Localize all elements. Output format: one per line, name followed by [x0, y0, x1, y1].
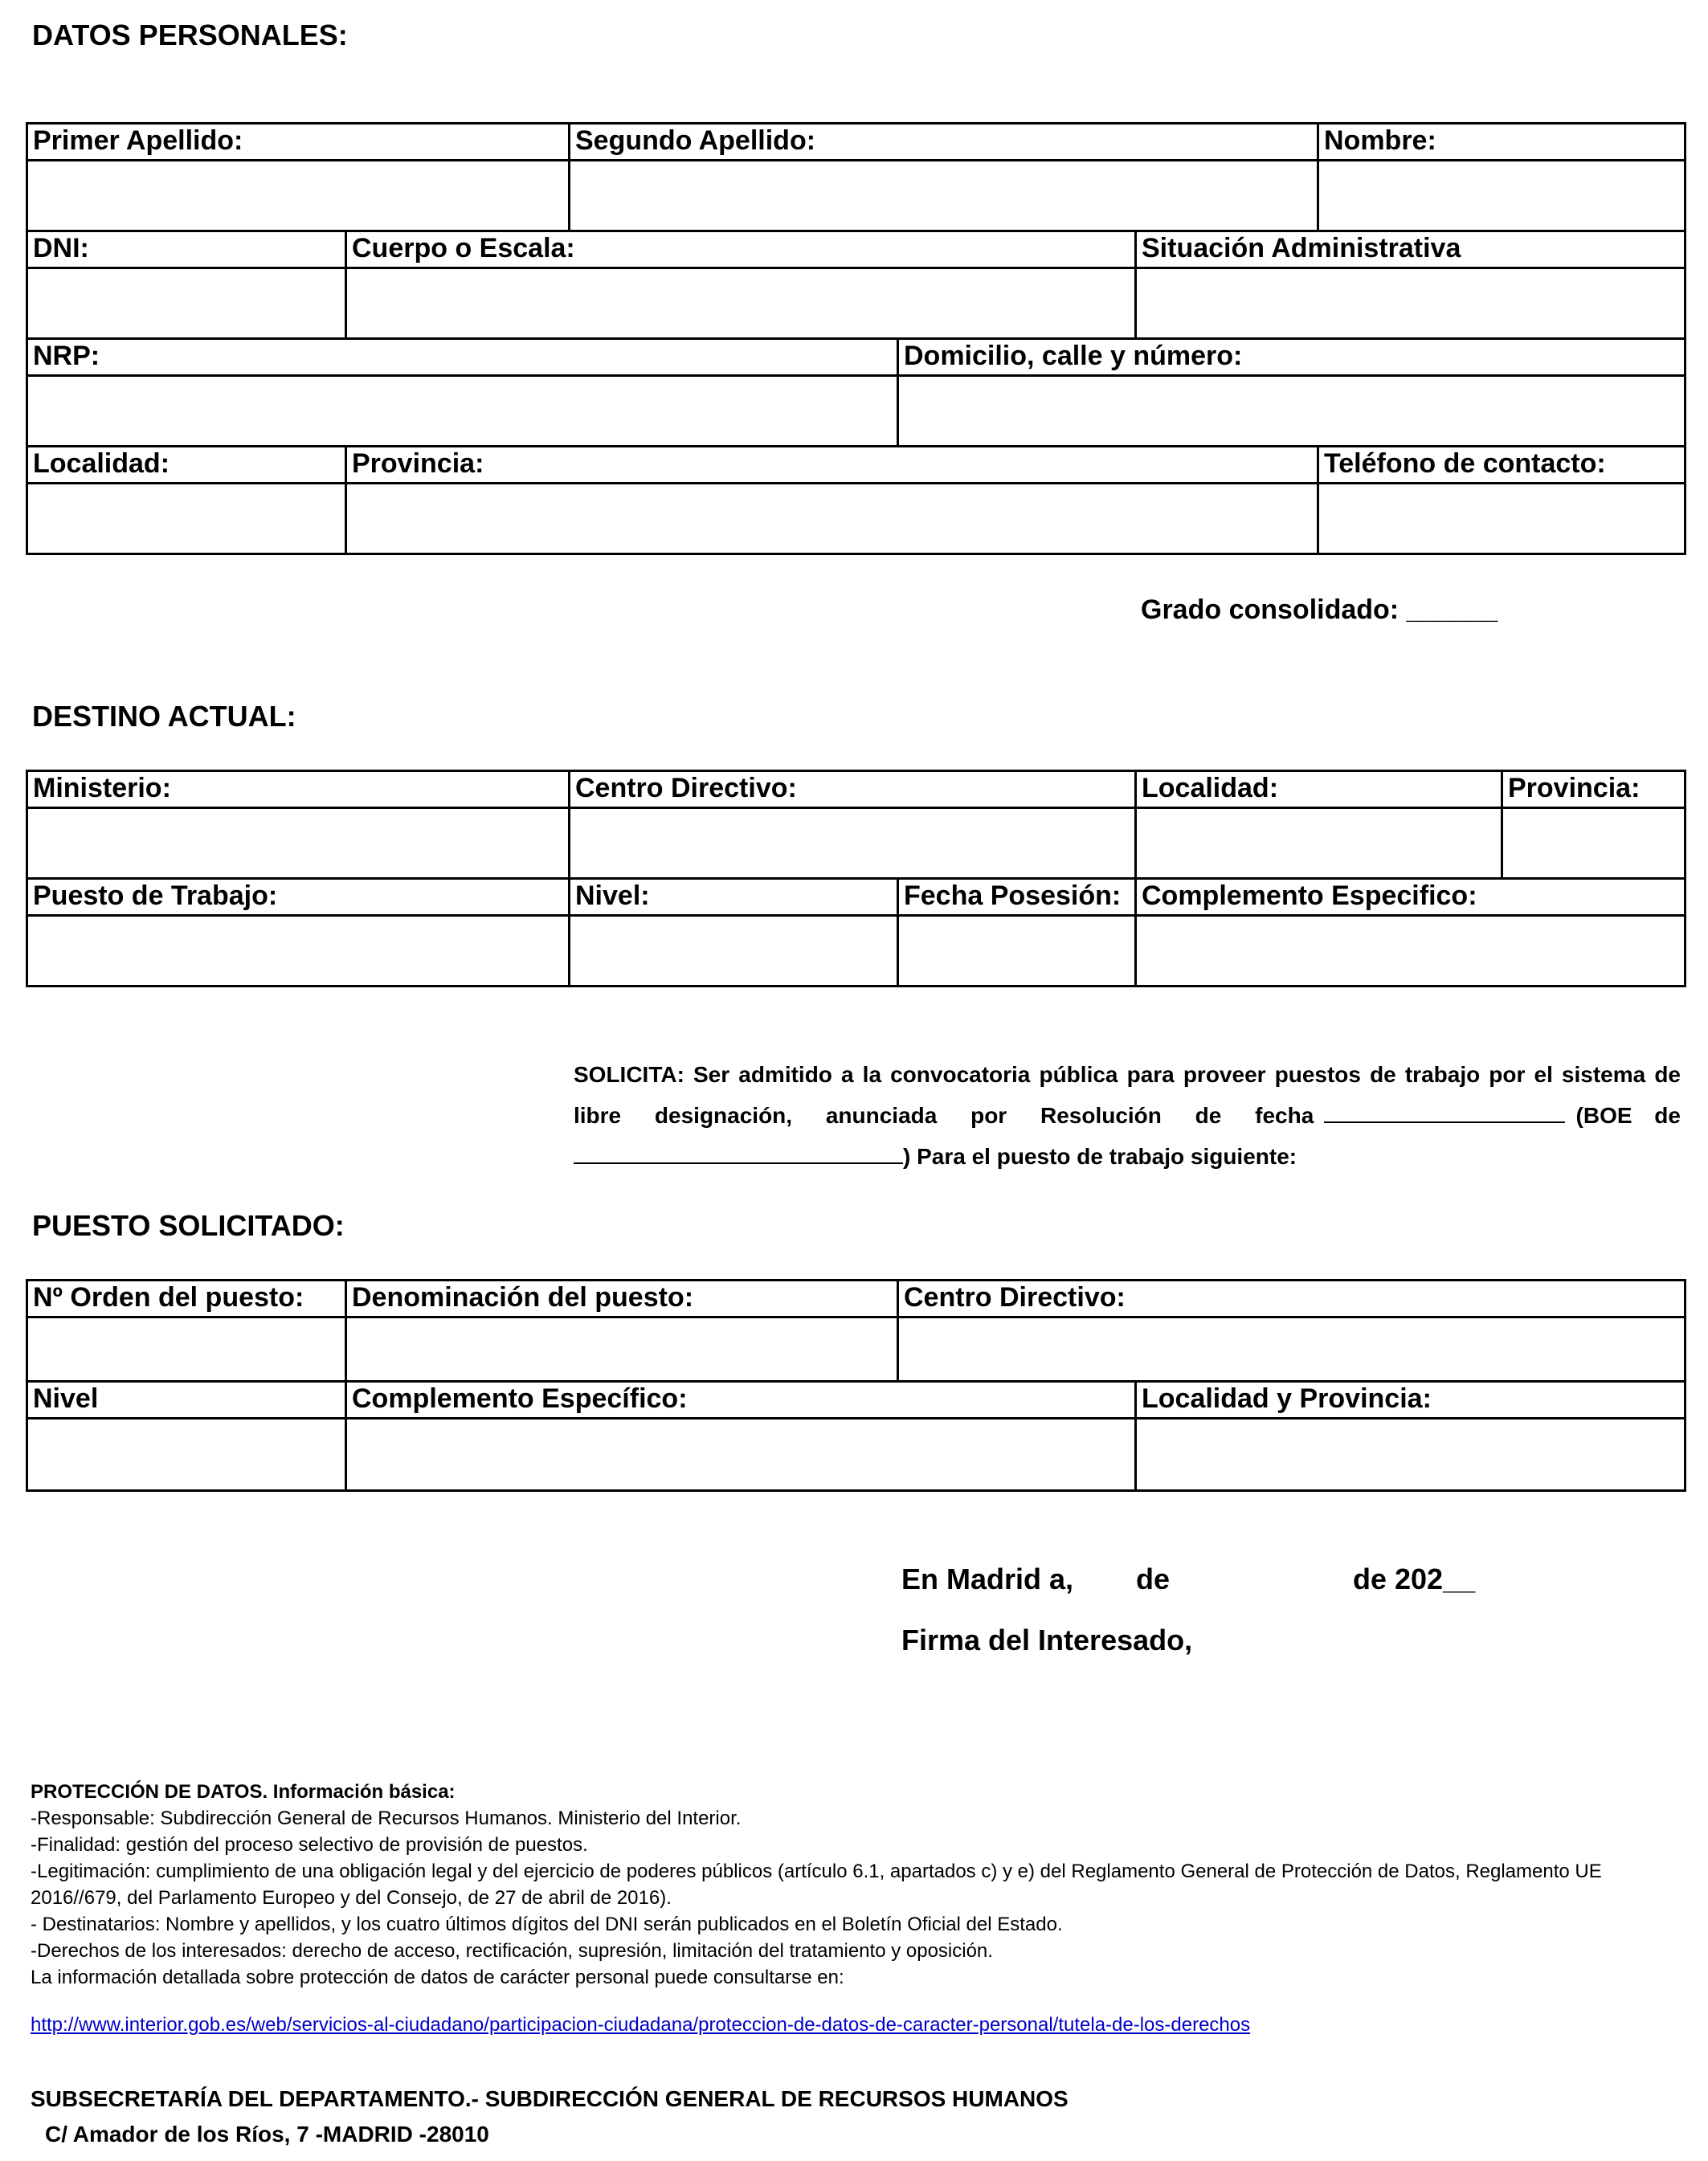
segundo-apellido-field[interactable] — [570, 161, 1319, 232]
localidad-label: Localidad: — [28, 447, 347, 484]
localidad-field[interactable] — [28, 484, 347, 555]
orden-puesto-label: Nº Orden del puesto: — [28, 1281, 347, 1318]
nivel-label: Nivel: — [570, 880, 899, 917]
nrp-field[interactable] — [28, 377, 899, 447]
puesto-localidad-field[interactable] — [1137, 1420, 1686, 1492]
destino-localidad-field[interactable] — [1137, 809, 1503, 880]
puesto-nivel-field[interactable] — [28, 1420, 347, 1492]
puesto-solicitado-heading: PUESTO SOLICITADO: — [32, 1209, 345, 1242]
proteccion-line: 2016//679, del Parlamento Europeo y del Consejo, de 27 de abril de 2016). — [31, 1887, 672, 1909]
puesto-nivel-label: Nivel — [28, 1383, 347, 1420]
destino-actual-heading: DESTINO ACTUAL: — [32, 700, 296, 733]
puesto-complemento-field[interactable] — [347, 1420, 1137, 1492]
primer-apellido-label: Primer Apellido: — [28, 125, 570, 161]
situacion-administrativa-field[interactable] — [1137, 269, 1686, 340]
ministerio-field[interactable] — [28, 809, 570, 880]
puesto-solicitado-table — [26, 1279, 1686, 1492]
dni-label: DNI: — [28, 232, 347, 269]
datos-personales-heading: DATOS PERSONALES: — [32, 18, 348, 51]
puesto-trabajo-field[interactable] — [28, 917, 570, 987]
domicilio-label: Domicilio, calle y número: — [899, 340, 1686, 377]
fecha-posesion-field[interactable] — [899, 917, 1137, 987]
proteccion-line: - Destinatarios: Nombre y apellidos, y los cuatro últimos dígitos del DNI serán publicados en el Boletín Oficial del Estado. — [31, 1914, 1063, 1935]
destino-provincia-field[interactable] — [1503, 809, 1686, 880]
proteccion-line: -Legitimación: cumplimiento de una obligación legal y del ejercicio de poderes públicos (artículo 6.1, apartados c) y e) del Reglamento General de Protección de Datos, Reglamento UE — [31, 1861, 1602, 1882]
primer-apellido-field[interactable] — [28, 161, 570, 232]
fecha-resolucion-blank[interactable] — [1324, 1097, 1565, 1123]
telefono-label: Teléfono de contacto: — [1319, 447, 1686, 484]
grado-consolidado: Grado consolidado: ______ — [1141, 594, 1498, 625]
situacion-administrativa-label: Situación Administrativa — [1137, 232, 1686, 269]
de-year-text: de 202__ — [1353, 1563, 1476, 1595]
footer-subsecretaria: SUBSECRETARÍA DEL DEPARTAMENTO.- SUBDIRECCIÓN GENERAL DE RECURSOS HUMANOS — [31, 2086, 1069, 2111]
proteccion-line: -Responsable: Subdirección General de Recursos Humanos. Ministerio del Interior. — [31, 1808, 742, 1829]
nrp-label: NRP: — [28, 340, 899, 377]
puesto-centro-directivo-label: Centro Directivo: — [899, 1281, 1686, 1318]
de-text-1: de — [1136, 1563, 1171, 1595]
boe-fecha-blank[interactable] — [574, 1138, 903, 1164]
nivel-field[interactable] — [570, 917, 899, 987]
dni-field[interactable] — [28, 269, 347, 340]
solicita-paragraph — [574, 1054, 1681, 1177]
footer-address: C/ Amador de los Ríos, 7 -MADRID -28010 — [45, 2122, 489, 2147]
proteccion-line: -Finalidad: gestión del proceso selectivo de provisión de puestos. — [31, 1834, 588, 1856]
destino-actual-table — [26, 770, 1686, 987]
cuerpo-escala-field[interactable] — [347, 269, 1137, 340]
segundo-apellido-label: Segundo Apellido: — [570, 125, 1319, 161]
proteccion-datos — [31, 1779, 1686, 1991]
provincia-label: Provincia: — [347, 447, 1319, 484]
puesto-trabajo-label: Puesto de Trabajo: — [28, 880, 570, 917]
en-madrid-text: En Madrid a, — [901, 1563, 1074, 1595]
telefono-field[interactable] — [1319, 484, 1686, 555]
orden-puesto-field[interactable] — [28, 1318, 347, 1383]
centro-directivo-label: Centro Directivo: — [570, 772, 1137, 809]
solicita-line-3 — [574, 1136, 1681, 1177]
centro-directivo-field[interactable] — [570, 809, 1137, 880]
solicita-line-1: SOLICITA: Ser admitido a la convocatoria pública para proveer puestos de trabajo por el sistema de — [574, 1062, 1681, 1087]
datos-personales-table — [26, 122, 1686, 555]
solicita-line-2 — [574, 1095, 1681, 1136]
complemento-especifico-field[interactable] — [1137, 917, 1686, 987]
proteccion-line: La información detallada sobre protección de datos de carácter personal puede consultarse en: — [31, 1967, 844, 1988]
denominacion-puesto-field[interactable] — [347, 1318, 899, 1383]
cuerpo-escala-label: Cuerpo o Escala: — [347, 232, 1137, 269]
destino-localidad-label: Localidad: — [1137, 772, 1503, 809]
puesto-centro-directivo-field[interactable] — [899, 1318, 1686, 1383]
proteccion-title: PROTECCIÓN DE DATOS. Información básica: — [31, 1781, 456, 1803]
proteccion-line: -Derechos de los interesados: derecho de acceso, rectificación, supresión, limitación del tratamiento y oposición. — [31, 1940, 993, 1962]
firma-interesado: Firma del Interesado, — [901, 1624, 1193, 1656]
nombre-label: Nombre: — [1319, 125, 1686, 161]
nombre-field[interactable] — [1319, 161, 1686, 232]
puesto-complemento-label: Complemento Específico: — [347, 1383, 1137, 1420]
solicita-line-2a: libre designación, anunciada por Resolución de fecha — [574, 1103, 1314, 1128]
fecha-posesion-label: Fecha Posesión: — [899, 880, 1137, 917]
complemento-especifico-label: Complemento Especifico: — [1137, 880, 1686, 917]
domicilio-field[interactable] — [899, 377, 1686, 447]
destino-provincia-label: Provincia: — [1503, 772, 1686, 809]
proteccion-link[interactable]: http://www.interior.gob.es/web/servicios-al-ciudadano/participacion-ciudadana/proteccion-de-datos-de-caracter-personal/tutela-de-los-derechos — [31, 2014, 1251, 2036]
denominacion-puesto-label: Denominación del puesto: — [347, 1281, 899, 1318]
puesto-localidad-label: Localidad y Provincia: — [1137, 1383, 1686, 1420]
ministerio-label: Ministerio: — [28, 772, 570, 809]
solicita-line-2b: (BOE de — [1575, 1103, 1681, 1128]
provincia-field[interactable] — [347, 484, 1319, 555]
solicita-line-3-text: ) Para el puesto de trabajo siguiente: — [903, 1144, 1297, 1169]
